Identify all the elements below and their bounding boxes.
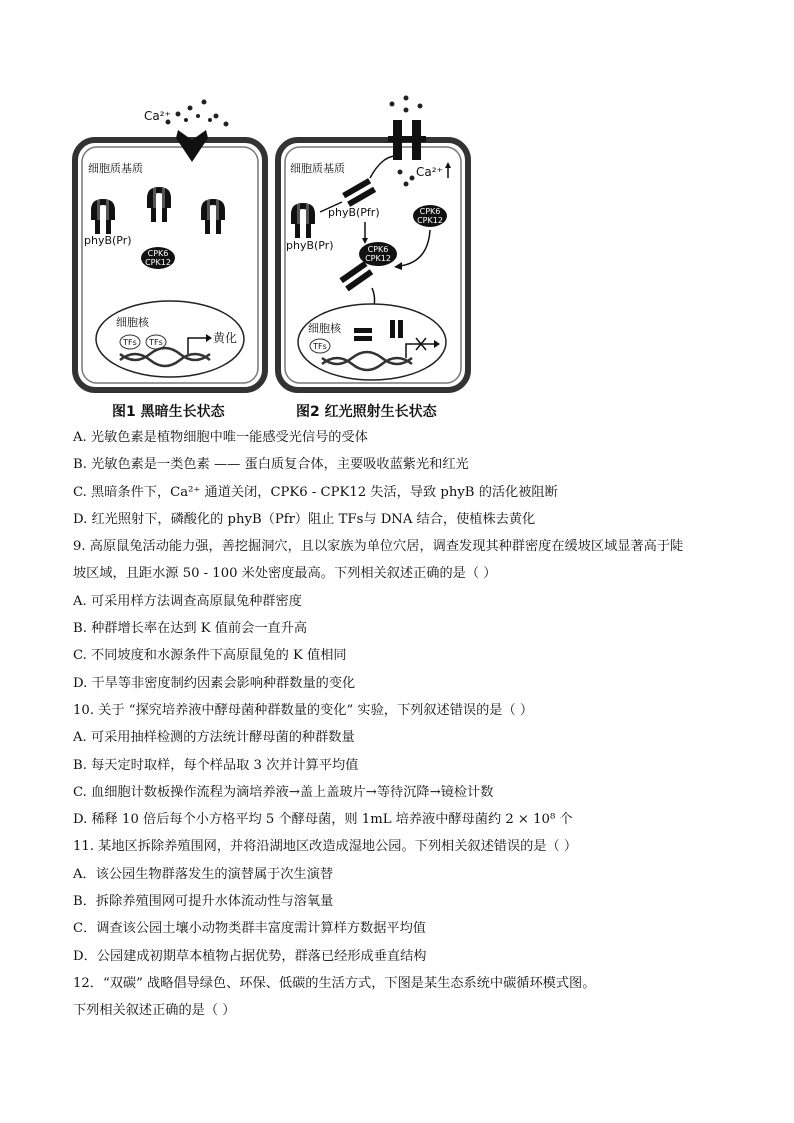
q11-option-b: B．拆除养殖围网可提升水体流动性与溶氧量 (73, 894, 334, 910)
q9-option-a: A. 可采用样方法调查高原鼠兔种群密度 (73, 593, 302, 609)
fig2-nucleus-label: 细胞核 (308, 322, 341, 335)
fig1-phyb-label: phyB(Pr) (84, 234, 132, 247)
q9-stem-cont: 坡区域，且距水源 50 - 100 米处密度最高。下列相关叙述正确的是（ ） (73, 566, 497, 582)
q8-option-c: C. 黑暗条件下，Ca²⁺ 通道关闭，CPK6 - CPK12 失活，导致 phyB 的活化被阻断 (73, 484, 558, 500)
q10-option-d: D. 稀释 10 倍后每个小方格平均 5 个酵母菌，则 1mL 培养液中酵母菌约 2 × 10⁸ 个 (73, 812, 573, 828)
figure-label: CPK6 (419, 207, 441, 216)
fig1-calcium-dots (166, 100, 229, 127)
q9-option-b: B. 种群增长率在达到 K 值前会一直升高 (73, 621, 308, 637)
q11-option-d: D．公园建成初期草本植物占据优势，群落已经形成垂直结构 (73, 948, 427, 964)
figure-label: CPK12 (417, 216, 443, 225)
fig2-caption: 图2 红光照射生长状态 (296, 404, 437, 420)
q8-option-b: B. 光敏色素是一类色素 —— 蛋白质复合体，主要吸收蓝紫光和红光 (73, 457, 469, 473)
fig1-caption: 图1 黑暗生长状态 (112, 404, 225, 420)
q10-stem: 10. 关于 “探究培养液中酵母菌种群数量的变化” 实验，下列叙述错误的是（ ） (73, 702, 534, 718)
q11-option-c: C．调查该公园土壤小动物类群丰富度需计算样方数据平均值 (73, 921, 426, 937)
fig1-ion-label: Ca²⁺ (144, 109, 171, 123)
q10-option-b: B. 每天定时取样，每个样品取 3 次并计算平均值 (73, 757, 359, 773)
figure-label: CPK6 (147, 249, 169, 258)
q12-stem: 12．“双碳” 战略倡导绿色、环保、低碳的生活方式，下图是某生态系统中碳循环模式图。 (73, 975, 596, 991)
fig1-cytoplasm-label: 细胞质基质 (88, 162, 143, 175)
fig1-nucleus-label: 细胞核 (116, 316, 149, 329)
figure-label: CPK12 (145, 258, 171, 267)
fig2-cytoplasm-label: 细胞质基质 (290, 162, 345, 175)
q9-stem: 9. 高原鼠兔活动能力强，善挖掘洞穴，且以家族为单位穴居，调查发现其种群密度在缓坡区域显著高于陡 (73, 539, 684, 555)
q10-option-a: A. 可采用抽样检测的方法统计酵母菌的种群数量 (73, 730, 355, 746)
fig1-gene-label: 黄化 (213, 331, 238, 345)
figure-phyb (60, 92, 480, 422)
q10-option-c: C. 血细胞计数板操作流程为滴培养液→盖上盖玻片→等待沉降→镜检计数 (73, 784, 494, 800)
figure-label: TFs (313, 342, 327, 351)
figure-label: CPK6 (367, 245, 389, 254)
fig1-panel (75, 100, 265, 421)
fig2-phyb-pfr-label: phyB(Pfr) (328, 206, 380, 219)
q11-stem: 11. 某地区拆除养殖围网，并将沿湖地区改造成湿地公园。下列相关叙述错误的是（ ） (73, 839, 578, 855)
figure-label: TFs (123, 338, 137, 347)
q8-option-a: A. 光敏色素是植物细胞中唯一能感受光信号的受体 (73, 430, 368, 445)
q11-option-a: A．该公园生物群落发生的演替属于次生演替 (73, 866, 334, 882)
q9-option-c: C. 不同坡度和水源条件下高原鼠兔的 K 值相同 (73, 648, 347, 664)
q9-option-d: D. 干旱等非密度制约因素会影响种群数量的变化 (73, 675, 356, 691)
fig2-phyb-pr-label: phyB(Pr) (286, 239, 334, 252)
question-text (73, 424, 763, 1025)
fig2-panel (278, 96, 468, 421)
figure-label: TFs (149, 338, 163, 347)
q8-option-d: D. 红光照射下，磷酸化的 phyB（Pfr）阻止 TFs与 DNA 结合，使植株去黄化 (73, 511, 536, 527)
figure-label: CPK12 (365, 254, 391, 263)
fig2-ion-label: Ca²⁺ (416, 165, 443, 179)
q12-stem-cont: 下列相关叙述正确的是（ ） (73, 1003, 236, 1019)
